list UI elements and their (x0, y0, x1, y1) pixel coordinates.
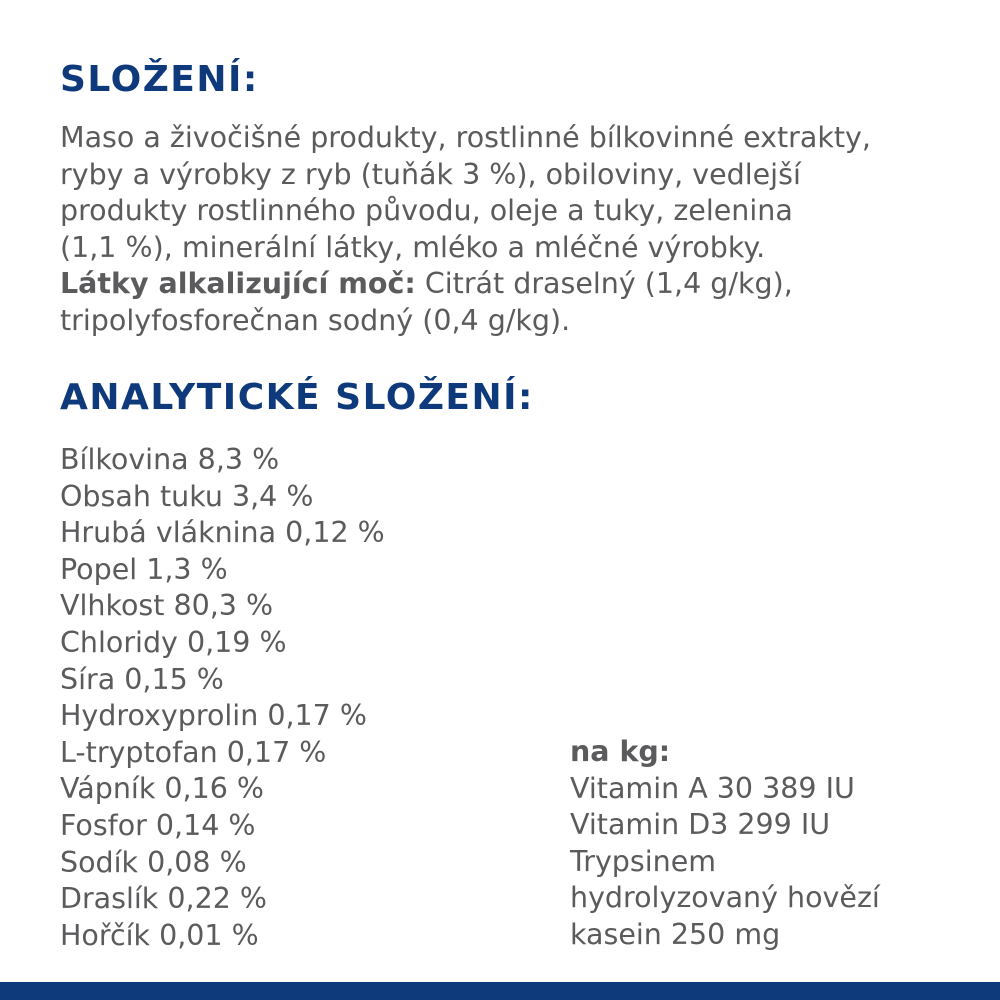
per-kg-title: na kg: (570, 735, 671, 768)
analytic-item: Draslík 0,22 % (60, 882, 267, 916)
analytic-item: Hydroxyprolin 0,17 % (60, 699, 367, 733)
analytic-heading: ANALYTICKÉ SLOŽENÍ: (60, 377, 534, 418)
analytic-list (60, 442, 385, 954)
analytic-item: Sodík 0,08 % (60, 845, 247, 879)
per-kg-item: hydrolyzovaný hovězí (570, 881, 880, 915)
per-kg-item: Vitamin D3 299 IU (570, 808, 831, 842)
analytic-item: L-tryptofan 0,17 % (60, 735, 327, 769)
ingredients-line: (1,1 %), minerální látky, mléko a mléčné výrobky. (60, 230, 766, 264)
analytic-item: Hrubá vláknina 0,12 % (60, 516, 385, 550)
urinary-alkalizers-label: Látky alkalizující moč: (60, 267, 416, 301)
urinary-alkalizers-text: Citrát draselný (1,4 g/kg), (415, 267, 793, 301)
analytic-item: Síra 0,15 % (60, 662, 224, 696)
analytic-item: Hořčík 0,01 % (60, 918, 259, 952)
analytic-item: Chloridy 0,19 % (60, 625, 287, 659)
bottom-brand-bar (0, 982, 1000, 1000)
per-kg-item: Vitamin A 30 389 IU (570, 771, 855, 805)
analytic-item: Fosfor 0,14 % (60, 808, 256, 842)
analytic-item: Obsah tuku 3,4 % (60, 479, 314, 513)
analytic-item: Vápník 0,16 % (60, 772, 264, 806)
per-kg-item: Trypsinem (570, 844, 717, 878)
analytic-item: Vlhkost 80,3 % (60, 589, 274, 623)
ingredients-heading: SLOŽENÍ: (60, 59, 259, 100)
ingredients-line: ryby a výrobky z ryb (tuňák 3 %), obiloviny, vedlejší (60, 157, 801, 191)
per-kg-list (570, 734, 880, 954)
urinary-alkalizers-line (60, 266, 980, 303)
urinary-alkalizers-line-2: tripolyfosforečnan sodný (0,4 g/kg). (60, 303, 571, 337)
analytic-item: Popel 1,3 % (60, 552, 228, 586)
analytic-item: Bílkovina 8,3 % (60, 443, 280, 476)
per-kg-item: kasein 250 mg (570, 917, 781, 951)
ingredients-line: produkty rostlinného původu, oleje a tuky, zelenina (60, 194, 793, 228)
ingredients-line: Maso a živočišné produkty, rostlinné bílkovinné extrakty, (60, 121, 871, 154)
ingredients-text (60, 120, 980, 340)
